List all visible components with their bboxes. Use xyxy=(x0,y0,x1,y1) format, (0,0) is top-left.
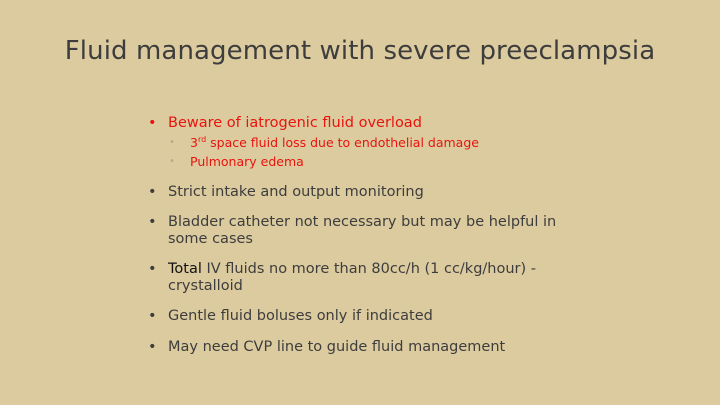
bullet-icon: • xyxy=(148,338,157,355)
bullet-text: Beware of iatrogenic fluid overload xyxy=(168,115,422,131)
sub-bullet-text: space fluid loss due to endothelial damage xyxy=(206,134,479,150)
sub-bullet-icon: • xyxy=(169,136,175,148)
bullet-item-fluid-boluses xyxy=(148,308,578,325)
bullet-text: Strict intake and output monitoring xyxy=(168,183,424,200)
bullet-text: IV fluids no more than 80cc/h (1 cc/kg/hour) - crystalloid xyxy=(168,261,537,294)
bullet-icon: • xyxy=(148,308,157,324)
bullet-text: Gentle fluid boluses only if indicated xyxy=(168,308,433,324)
bullet-item-total-iv-fluids xyxy=(148,261,578,294)
bullet-icon: • xyxy=(148,261,157,277)
bullet-icon: • xyxy=(148,115,157,131)
bullet-item-intake-output xyxy=(148,184,578,201)
sub-bullet-text: Pulmonary edema xyxy=(190,153,304,169)
bullet-text: Bladder catheter not necessary but may be helpful in some cases xyxy=(168,214,557,247)
bullet-list xyxy=(148,115,578,355)
sub-bullet-icon: • xyxy=(169,155,175,167)
bullet-text: May need CVP line to guide fluid management xyxy=(168,338,506,355)
slide-title: Fluid management with severe preeclampsia xyxy=(64,36,656,66)
sub-bullet-third-space xyxy=(148,135,578,151)
bullet-item-cvp-line xyxy=(148,339,578,356)
sub-bullet-pulmonary-edema xyxy=(148,154,578,170)
bullet-icon: • xyxy=(148,183,157,200)
sub-bullet-num: 3 xyxy=(190,134,198,150)
bullet-item-bladder-catheter xyxy=(148,214,578,247)
bullet-item-fluid-overload xyxy=(148,115,578,132)
sub-bullet-sup: rd xyxy=(197,134,207,144)
bullet-icon: • xyxy=(148,214,157,230)
bullet-emphasis: Total xyxy=(168,261,202,277)
